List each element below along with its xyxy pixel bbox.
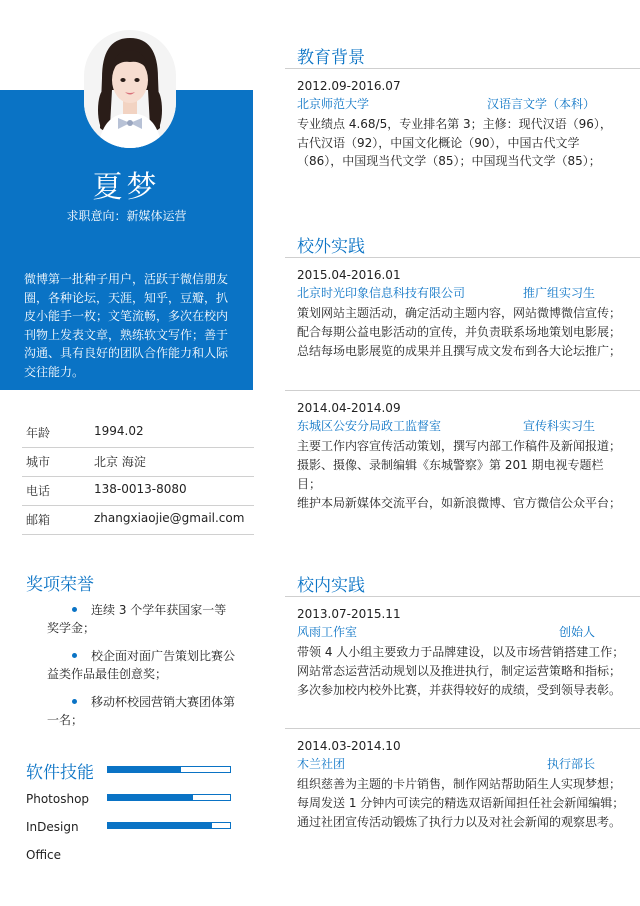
entry-org-row — [297, 95, 627, 113]
award-text: 校企面对面广告策划比赛公益类作品最佳创意奖； — [47, 649, 236, 681]
external-entry — [297, 266, 627, 361]
internal-entry — [297, 737, 627, 832]
role-name: 执行部长 — [546, 757, 595, 771]
section-divider — [285, 728, 640, 729]
awards-heading: 奖项荣誉 — [26, 575, 94, 595]
bullet-icon — [72, 699, 77, 704]
role-name: 推广组实习生 — [522, 286, 595, 300]
info-row-city — [22, 449, 254, 477]
award-item — [47, 693, 237, 729]
description-line: 通过社团宣传活动锻炼了执行力以及对社会新闻的观察思考。 — [297, 815, 622, 829]
entry-date: 2014.04-2014.09 — [297, 401, 401, 415]
skill-bar-2 — [107, 794, 231, 801]
description-line: 每周发送 1 分钟内可读完的精选双语新闻担任社会新闻编辑； — [297, 796, 625, 810]
org-name: 北京时光印象信息科技有限公司 — [297, 286, 466, 300]
description-line: 策划网站主题活动，确定活动主题内容，网站微博微信宣传； — [297, 306, 622, 320]
internal-practice-heading: 校内实践 — [297, 576, 365, 596]
section-divider — [285, 257, 640, 258]
info-key: 邮箱 — [26, 513, 51, 527]
info-value: 1994.02 — [94, 424, 144, 438]
skill-fill — [108, 795, 193, 800]
entry-org-row — [297, 417, 627, 435]
info-row-age — [22, 420, 254, 448]
info-value: 138-0013-8080 — [94, 482, 187, 496]
avatar — [84, 30, 176, 148]
description-line: （86），中国现当代文学（85）；中国现当代文学（85）； — [297, 154, 601, 168]
org-name: 东城区公安分局政工监督室 — [297, 419, 442, 433]
skill-bar-3 — [107, 822, 231, 829]
education-entry — [297, 77, 627, 171]
info-key: 电话 — [26, 484, 51, 498]
description-line: 古代汉语（92），中国文化概论（90），中国古代文学 — [297, 135, 580, 150]
entry-org-row — [297, 623, 627, 641]
entry-description — [297, 643, 627, 700]
skill-bar-1 — [107, 766, 231, 773]
info-value: zhangxiaojie@gmail.com — [94, 511, 245, 525]
entry-org-row — [297, 284, 627, 302]
job-intent: 求职意向：新媒体运营 — [66, 209, 187, 223]
skill-name: Photoshop — [26, 792, 90, 806]
entry-date: 2013.07-2015.11 — [297, 607, 401, 621]
bullet-icon — [72, 607, 77, 612]
entry-org-row — [297, 755, 627, 773]
award-item — [47, 601, 237, 637]
entry-description — [297, 115, 627, 171]
skill-name: InDesign — [26, 820, 79, 834]
award-item — [47, 647, 237, 683]
external-entry — [297, 399, 627, 513]
description-line: 维护本局新媒体交流平台，如新浪微博、官方微信公众平台； — [297, 496, 622, 510]
entry-description — [297, 437, 627, 513]
org-name: 木兰社团 — [297, 757, 346, 771]
entry-date: 2015.04-2016.01 — [297, 268, 401, 282]
award-text: 移动杯校园营销大赛团体第一名； — [47, 695, 236, 727]
entry-description — [297, 775, 627, 832]
description-line: 多次参加校内校外比赛，并获得较好的成绩，受到领导表彰。 — [297, 683, 622, 697]
description-line: 网站常态运营活动规划以及推进执行，制定运营策略和指标； — [297, 664, 622, 678]
skill-name: Office — [26, 848, 62, 862]
internal-entry — [297, 605, 627, 700]
section-divider — [285, 596, 640, 597]
description-line: 主要工作内容宣传活动策划，撰写内部工作稿件及新闻报道； — [297, 439, 622, 453]
description-line: 配合每期公益电影活动的宣传，并负责联系场地策划电影展； — [297, 325, 622, 339]
section-divider — [285, 390, 640, 391]
skill-fill — [108, 823, 212, 828]
award-text: 连续 3 个学年获国家一等奖学金； — [47, 603, 227, 635]
role-name: 宣传科实习生 — [522, 419, 595, 433]
info-value: 北京 海淀 — [94, 455, 146, 469]
role-name: 创始人 — [558, 625, 595, 639]
education-heading: 教育背景 — [297, 48, 365, 68]
personal-info-table — [22, 420, 254, 535]
skills-heading: 软件技能 — [26, 763, 94, 783]
description-line: 带领 4 人小组主要致力于品牌建设，以及市场营销搭建工作； — [297, 645, 625, 659]
info-key: 城市 — [26, 455, 51, 469]
description-line: 摄影、摄像、录制编辑《东城警察》第 201 期电视专题栏目； — [297, 458, 604, 491]
section-divider — [285, 68, 640, 69]
school-name: 北京师范大学 — [297, 97, 370, 111]
info-row-email — [22, 507, 254, 535]
info-row-phone — [22, 478, 254, 506]
skill-fill — [108, 767, 181, 772]
description-line: 组织慈善为主题的卡片销售，制作网站帮助陌生人实现梦想； — [297, 777, 622, 791]
description-line: 总结每场电影展览的成果并且撰写成文发布到各大论坛推广； — [297, 344, 622, 358]
self-introduction: 微博第一批种子用户，活跃于微信朋友圈，各种论坛，天涯，知乎，豆瓣，扒皮小能手一枚；文笔流畅，多次在校内刊物上发表文章，熟练软文写作；善于沟通、具有良好的团队合作能力和人际交往能力。 — [24, 272, 229, 379]
external-practice-heading: 校外实践 — [297, 237, 365, 257]
awards-list — [47, 601, 237, 739]
major-name: 汉语言文学（本科） — [486, 97, 595, 111]
info-key: 年龄 — [26, 426, 51, 440]
bullet-icon — [72, 653, 77, 658]
person-name: 夏梦 — [92, 170, 161, 205]
description-line: 专业绩点 4.68/5，专业排名第 3；主修：现代汉语（96）， — [297, 117, 612, 131]
entry-date: 2012.09-2016.07 — [297, 79, 401, 93]
avatar-portrait — [84, 30, 176, 148]
entry-date: 2014.03-2014.10 — [297, 739, 401, 753]
org-name: 风雨工作室 — [297, 625, 358, 639]
entry-description — [297, 304, 627, 361]
